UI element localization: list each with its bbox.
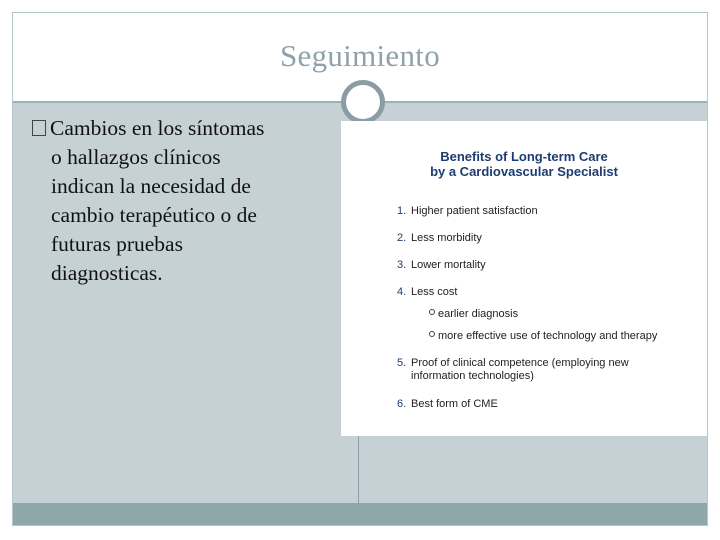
circle-ornament-icon [341,80,385,124]
bullet-line-4: cambio terapéutico o de [51,203,257,227]
bullet-dot-icon [429,309,435,315]
bullet-text [32,114,332,288]
bullet-line-6: diagnosticas. [51,261,163,285]
bullet-dot-icon [429,331,435,337]
checkbox-bullet-icon [32,120,46,136]
figure-panel: Benefits of Long-term Care by a Cardiovascular Specialist 1. Higher patient satisfaction 2. Less morbidity 3. Lower mortality 4. Less cost earlier diagnosis more effective use of technology and therapy 5. Proof of clinical competence (employing new information technologies) 6. Best form of CME [341,121,707,436]
sub-list-item: earlier diagnosis [429,308,689,321]
figure-title: Benefits of Long-term Care by a Cardiovascular Specialist [430,149,618,179]
bullet-line-5: futuras pruebas [51,232,183,256]
sub-list-item: more effective use of technology and therapy [429,330,689,343]
slide-title: Seguimiento [279,38,440,73]
bullet-line-3: indican la necesidad de [51,174,251,198]
bullet-line-1: Cambios en los síntomas [50,116,265,140]
bullet-line-2: o hallazgos clínicos [51,145,221,169]
